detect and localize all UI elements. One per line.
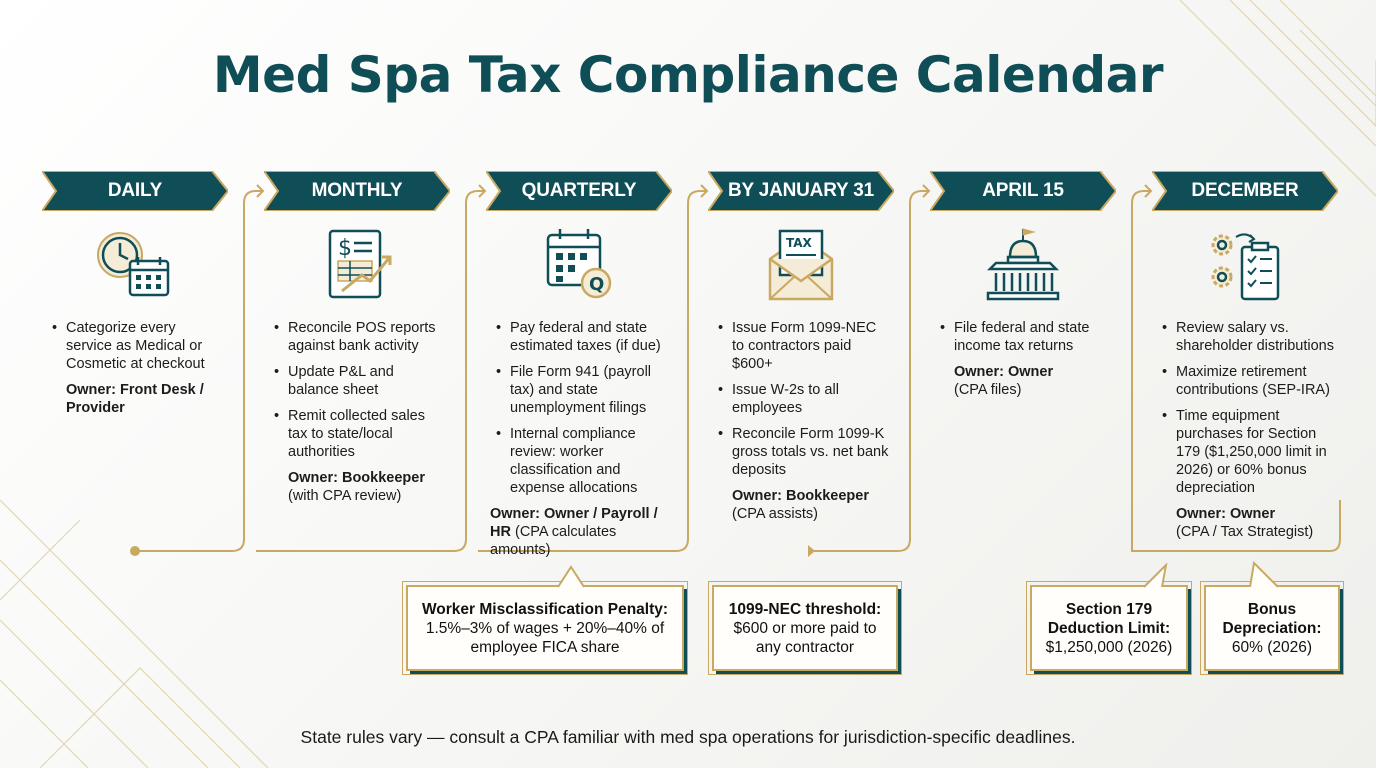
callout-pointer xyxy=(1142,563,1172,589)
gears-checklist-icon xyxy=(1200,225,1290,305)
list-item: • Categorize every service as Medical or Cosmetic at checkout xyxy=(66,319,224,373)
list-item: • Maximize retirement contributions (SEP-IRA) xyxy=(1176,363,1334,399)
list-item: • Issue Form 1099-NEC to contractors paid $600+ xyxy=(732,319,890,373)
column-january xyxy=(708,171,894,523)
capitol-building-icon xyxy=(978,225,1068,305)
list-item: • Remit collected sales tax to state/local authorities xyxy=(288,407,446,461)
banner-quarterly: QUARTERLY xyxy=(486,171,672,211)
callout-bonus-depreciation: Bonus Depreciation: 60% (2026) xyxy=(1204,585,1340,671)
list-item: • Pay federal and state estimated taxes (if due) xyxy=(510,319,668,355)
banner-daily: DAILY xyxy=(42,171,228,211)
footer-note: State rules vary — consult a CPA familiar with med spa operations for jurisdiction-specific deadlines. xyxy=(300,727,1076,747)
list-item: • Time equipment purchases for Section 179 ($1,250,000 limit in 2026) or 60% bonus depreciation xyxy=(1176,407,1334,497)
svg-text:$: $ xyxy=(338,236,352,261)
column-quarterly xyxy=(486,171,672,559)
owner-april: Owner: Owner (CPA files) xyxy=(954,364,1054,398)
quarterly-tasks xyxy=(486,319,672,497)
column-april xyxy=(930,171,1116,399)
quarterly-calendar-icon xyxy=(534,225,624,305)
banner-january: BY JANUARY 31 xyxy=(708,171,894,211)
owner-january: Owner: Bookkeeper (CPA assists) xyxy=(732,488,869,522)
owner-monthly: Owner: Bookkeeper (with CPA review) xyxy=(288,470,425,504)
monthly-tasks xyxy=(264,319,450,461)
list-item: • Internal compliance review: worker classification and expense allocations xyxy=(510,425,668,497)
list-item: • Reconcile POS reports against bank activity xyxy=(288,319,446,355)
list-item: • Issue W-2s to all employees xyxy=(732,381,890,417)
banner-december: DECEMBER xyxy=(1152,171,1338,211)
december-tasks xyxy=(1152,319,1338,497)
callout-misclassification-penalty: Worker Misclassification Penalty: 1.5%–3% of wages + 20%–40% of employee FICA share xyxy=(406,585,684,671)
banner-monthly: MONTHLY xyxy=(264,171,450,211)
owner-december: Owner: Owner (CPA / Tax Strategist) xyxy=(1176,506,1314,540)
column-daily xyxy=(42,171,228,417)
callout-pointer xyxy=(1244,561,1284,589)
svg-text:TAX: TAX xyxy=(786,236,812,250)
financial-report-icon xyxy=(312,225,402,305)
list-item: • Review salary vs. shareholder distributions xyxy=(1176,319,1334,355)
svg-text:Q: Q xyxy=(589,274,605,295)
april-tasks xyxy=(930,319,1116,355)
january-tasks xyxy=(708,319,894,479)
banner-april: APRIL 15 xyxy=(930,171,1116,211)
list-item: • Reconcile Form 1099-K gross totals vs. net bank deposits xyxy=(732,425,890,479)
callout-pointer xyxy=(556,565,586,589)
callout-1099-threshold: 1099-NEC threshold: $600 or more paid to any contractor xyxy=(712,585,898,671)
tax-envelope-icon xyxy=(756,225,846,305)
owner-quarterly: Owner: Owner / Payroll / HR (CPA calculates amounts) xyxy=(490,506,658,558)
callout-section-179: Section 179 Deduction Limit: $1,250,000 (2026) xyxy=(1030,585,1188,671)
owner-daily: Owner: Front Desk / Provider xyxy=(66,382,204,416)
list-item: • Update P&L and balance sheet xyxy=(288,363,446,399)
list-item: • File Form 941 (payroll tax) and state unemployment filings xyxy=(510,363,668,417)
column-monthly xyxy=(264,171,450,505)
column-december xyxy=(1152,171,1338,541)
list-item: • File federal and state income tax returns xyxy=(954,319,1112,355)
page-title: Med Spa Tax Compliance Calendar xyxy=(212,46,1164,104)
clock-calendar-icon xyxy=(90,225,180,305)
daily-tasks xyxy=(42,319,228,373)
